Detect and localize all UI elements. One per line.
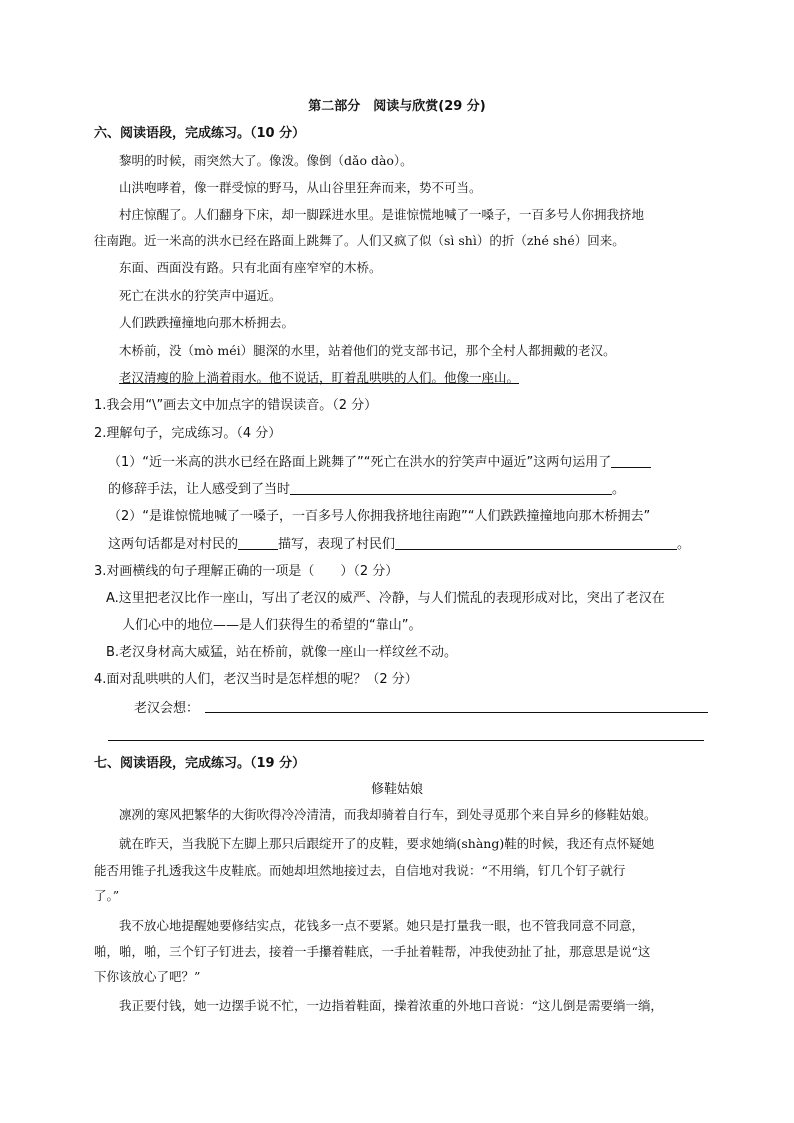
question-1: 1.我会用“\”画去文中加点字的错误读音。（2 分） — [94, 398, 378, 413]
answer-blank[interactable] — [611, 453, 651, 468]
passage-line: 山洪咆哮着，像一群受惊的野马，从山谷里狂奔而来，势不可当。 — [119, 180, 482, 195]
underlined-sentence: 老汉清瘦的脸上淌着雨水。他不说话，盯着乱哄哄的人们。他像一座山。 — [119, 370, 520, 385]
story-line: 下你该放心了吧？” — [94, 969, 201, 984]
passage-line: 东面、西面没有路。只有北面有座窄窄的木桥。 — [119, 260, 382, 275]
question-2-2-text: （2）“是谁惊慌地喊了一嗓子，一百多号人你拥我挤地往南跑”“人们跌跌撞撞地向那木桥拥去” — [108, 509, 651, 524]
passage-line: 死亡在洪水的狞笑声中逼近。 — [119, 288, 282, 303]
story-title: 修鞋姑娘 — [370, 782, 423, 797]
answer-blank[interactable] — [395, 535, 677, 550]
story-line: 凛冽的寒风把繁华的大街吹得冷冷清清，而我却骑着自行车，到处寻觅那个来自异乡的修鞋姑娘。 — [119, 807, 657, 822]
story-line: 啪，啪，啪，三个钉子钉进去，接着一手攥着鞋底，一手扯着鞋帮，冲我使劲扯了扯，那意思是说“这 — [94, 944, 651, 959]
story-line: 我不放心地提醒她要修结实点，花钱多一点不要紧。她只是打量我一眼，也不管我同意不同意， — [119, 918, 645, 933]
answer-line[interactable] — [108, 740, 704, 741]
question-2-1-text: （1）“近一米高的洪水已经在路面上跳舞了”“死亡在洪水的狞笑声中逼近”这两句运用了 — [108, 453, 651, 472]
passage-line: 人们跌跌撞撞地向那木桥拥去。 — [119, 315, 295, 330]
story-line: 了。” — [94, 888, 120, 903]
question-4: 4.面对乱哄哄的人们，老汉当时是怎样想的呢？（2 分） — [94, 672, 418, 687]
story-line: 就在昨天，当我脱下左脚上那只后跟绽开了的皮鞋，要求她绱(shàng)鞋的时候，我还有点怀疑她 — [119, 836, 655, 851]
question-3: 3.对画横线的句子理解正确的一项是（ ）（2 分） — [94, 564, 399, 579]
question-2-2-cont: 这两句话都是对村民的 描写，表现了村民们 。 — [108, 537, 691, 552]
answer-line[interactable] — [205, 712, 708, 713]
option-a[interactable]: A.这里把老汉比作一座山，写出了老汉的威严、冷静，与人们慌乱的表现形成对比，突出了老汉在 — [106, 591, 665, 606]
passage-line: 木桥前，没（mò méi）腿深的水里，站着他们的党支部书记，那个全村人都拥戴的老汉。 — [119, 343, 616, 358]
question-2-1-cont: 的修辞手法，让人感受到了当时 。 — [108, 482, 626, 497]
passage-line: 村庄惊醒了。人们翻身下床，却一脚踩进水里。是谁惊慌地喊了一嗓子，一百多号人你拥我挤地 — [119, 207, 645, 222]
answer-blank[interactable] — [238, 535, 278, 550]
option-a-cont: 人们心中的地位——是人们获得生的希望的“靠山”。 — [122, 618, 422, 633]
section-6-heading: 六、阅读语段，完成练习。（10 分） — [94, 126, 306, 141]
part-title: 第二部分 阅读与欣赏(29 分) — [308, 99, 486, 114]
answer-label: 老汉会想： — [134, 701, 200, 716]
passage-line: 往南跑。近一米高的洪水已经在路面上跳舞了。人们又疯了似（sì shì）的折（zhé shé）回来。 — [94, 233, 625, 248]
answer-blank[interactable] — [290, 480, 612, 495]
option-b[interactable]: B.老汉身材高大威猛，站在桥前，就像一座山一样纹丝不动。 — [106, 645, 458, 660]
story-line: 我正要付钱，她一边摆手说不忙，一边指着鞋面，操着浓重的外地口音说：“这儿倒是需要绱一绱， — [119, 998, 663, 1013]
story-line: 能否用锥子扎透我这牛皮鞋底。而她却坦然地接过去，自信地对我说：“不用绱，钉几个钉子就行 — [94, 863, 626, 878]
passage-line: 黎明的时候，雨突然大了。像泼。像倒（dǎo dào）。 — [119, 153, 413, 168]
section-7-heading: 七、阅读语段，完成练习。（19 分） — [94, 756, 306, 771]
question-2: 2.理解句子，完成练习。（4 分） — [94, 426, 282, 441]
